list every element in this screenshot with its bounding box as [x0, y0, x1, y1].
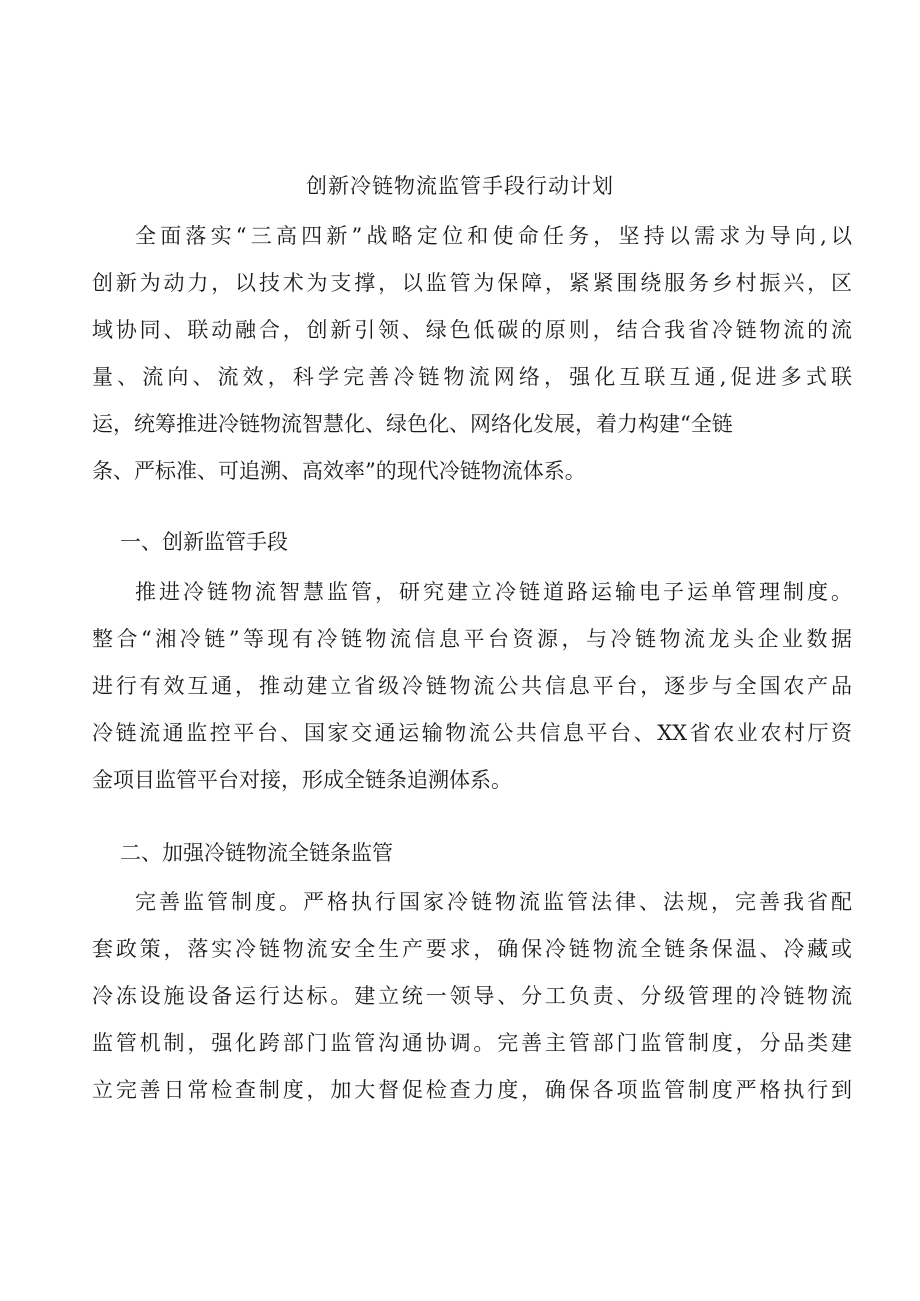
section2-line-4: 监管机制，强化跨部门监管沟通协调。完善主管部门监管制度，分品类建 [92, 1031, 852, 1055]
section2-line-1: 完善监管制度。严格执行国家冷链物流监管法律、法规，完善我省配 [135, 890, 852, 914]
intro-line-1: 全面落实“三高四新”战略定位和使命任务，坚持以需求为导向,以 [135, 224, 852, 248]
intro-line-2: 创新为动力，以技术为支撑，以监管为保障，紧紧围绕服务乡村振兴，区 [92, 271, 852, 295]
section1-line-3: 进行有效互通，推动建立省级冷链物流公共信息平台，逐步与全国农产品 [92, 674, 852, 698]
intro-line-5: 运，统筹推进冷链物流智慧化、绿色化、网络化发展，着力构建“全链 [92, 412, 733, 436]
section1-line-1: 推进冷链物流智慧监管，研究建立冷链道路运输电子运单管理制度。 [135, 580, 852, 604]
intro-line-6: 条、严标准、可追溯、高效率”的现代冷链物流体系。 [92, 459, 586, 483]
section1-line-2: 整合“湘冷链”等现有冷链物流信息平台资源，与冷链物流龙头企业数据 [92, 627, 852, 651]
intro-line-4: 量、流向、流效，科学完善冷链物流网络，强化互联互通,促进多式联 [92, 365, 852, 389]
intro-line-3: 域协同、联动融合，创新引领、绿色低碳的原则，结合我省冷链物流的流 [92, 318, 852, 342]
document-title: 创新冷链物流监管手段行动计划 [306, 174, 614, 198]
section1-line-5: 金项目监管平台对接，形成全链条追溯体系。 [92, 768, 512, 792]
section2-line-3: 冷冻设施设备运行达标。建立统一领导、分工负责、分级管理的冷链物流 [92, 984, 852, 1008]
section2-heading: 二、加强冷链物流全链条监管 [120, 841, 393, 865]
section2-line-2: 套政策，落实冷链物流安全生产要求，确保冷链物流全链条保温、冷藏或 [92, 937, 852, 961]
section2-line-5: 立完善日常检查制度，加大督促检查力度，确保各项监管制度严格执行到 [92, 1078, 852, 1102]
section1-line-4: 冷链流通监控平台、国家交通运输物流公共信息平台、XX省农业农村厅资 [92, 721, 852, 745]
section1-heading: 一、创新监管手段 [120, 530, 288, 554]
